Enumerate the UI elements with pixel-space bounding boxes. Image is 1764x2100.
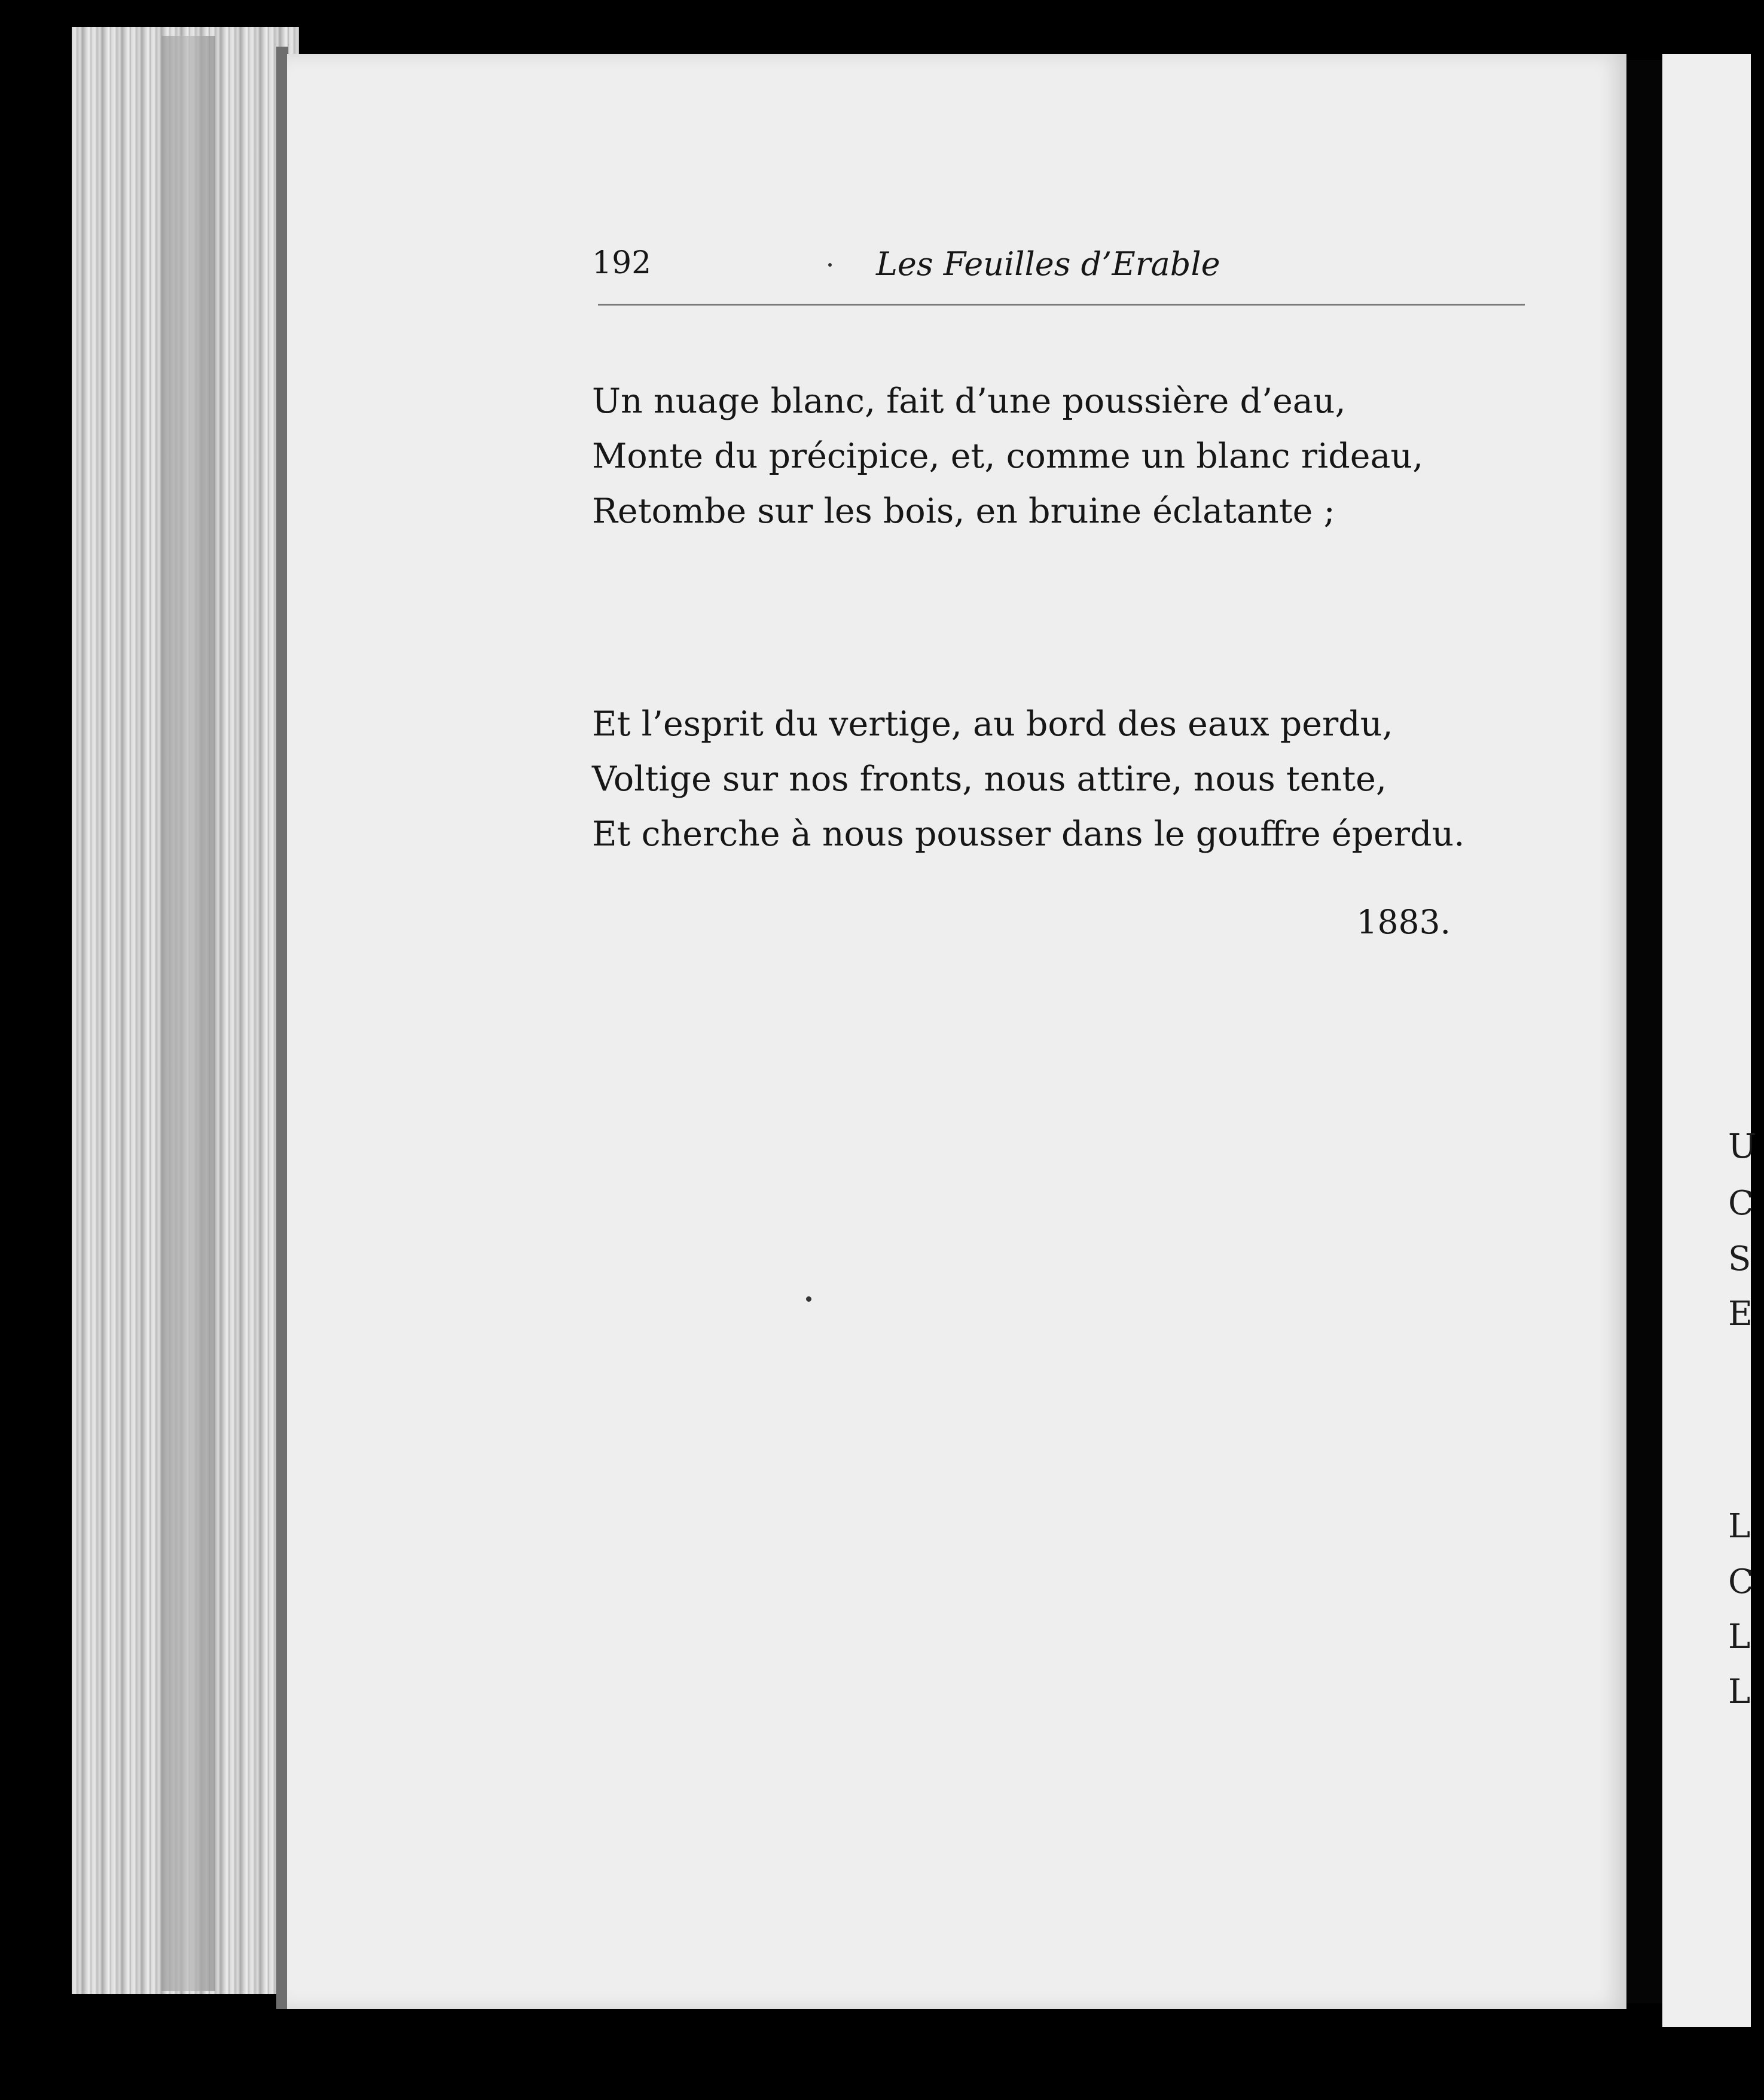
verse-line: Un nuage blanc, fait d’une poussière d’eau, xyxy=(592,381,1346,421)
page-edge xyxy=(276,47,288,2009)
ink-speck xyxy=(828,263,832,267)
facing-page-letter: C xyxy=(1728,1562,1754,1601)
verse-line: Voltige sur nos fronts, nous attire, nous tente, xyxy=(592,759,1387,799)
verse-line: Et l’esprit du vertige, au bord des eaux perdu, xyxy=(592,704,1393,744)
ink-speck xyxy=(806,1296,811,1302)
stanza-1 xyxy=(592,374,1423,539)
book-page-edges-shadow xyxy=(161,36,215,1991)
facing-page-letter: C xyxy=(1728,1184,1754,1223)
facing-page-letter: L xyxy=(1728,1617,1751,1656)
book-page xyxy=(287,54,1626,2009)
page-number: 192 xyxy=(592,245,652,281)
facing-page-letter: U xyxy=(1728,1127,1757,1166)
facing-page-letter: L xyxy=(1728,1507,1751,1546)
facing-page-letter: E xyxy=(1728,1295,1753,1333)
verse-line: Et cherche à nous pousser dans le gouffre éperdu. xyxy=(592,814,1465,854)
book-gutter xyxy=(1626,60,1662,2003)
facing-page-letter: S xyxy=(1728,1240,1751,1278)
verse-line: Retombe sur les bois, en bruine éclatante ; xyxy=(592,492,1335,531)
facing-page xyxy=(1662,54,1751,2027)
stanza-2 xyxy=(592,697,1464,862)
running-title: Les Feuilles d’Erable xyxy=(876,245,1220,283)
verse-line: Monte du précipice, et, comme un blanc rideau, xyxy=(592,437,1424,476)
facing-page-letter: L xyxy=(1728,1672,1751,1711)
poem-date: 1883. xyxy=(1356,903,1451,941)
header-rule xyxy=(598,304,1525,306)
